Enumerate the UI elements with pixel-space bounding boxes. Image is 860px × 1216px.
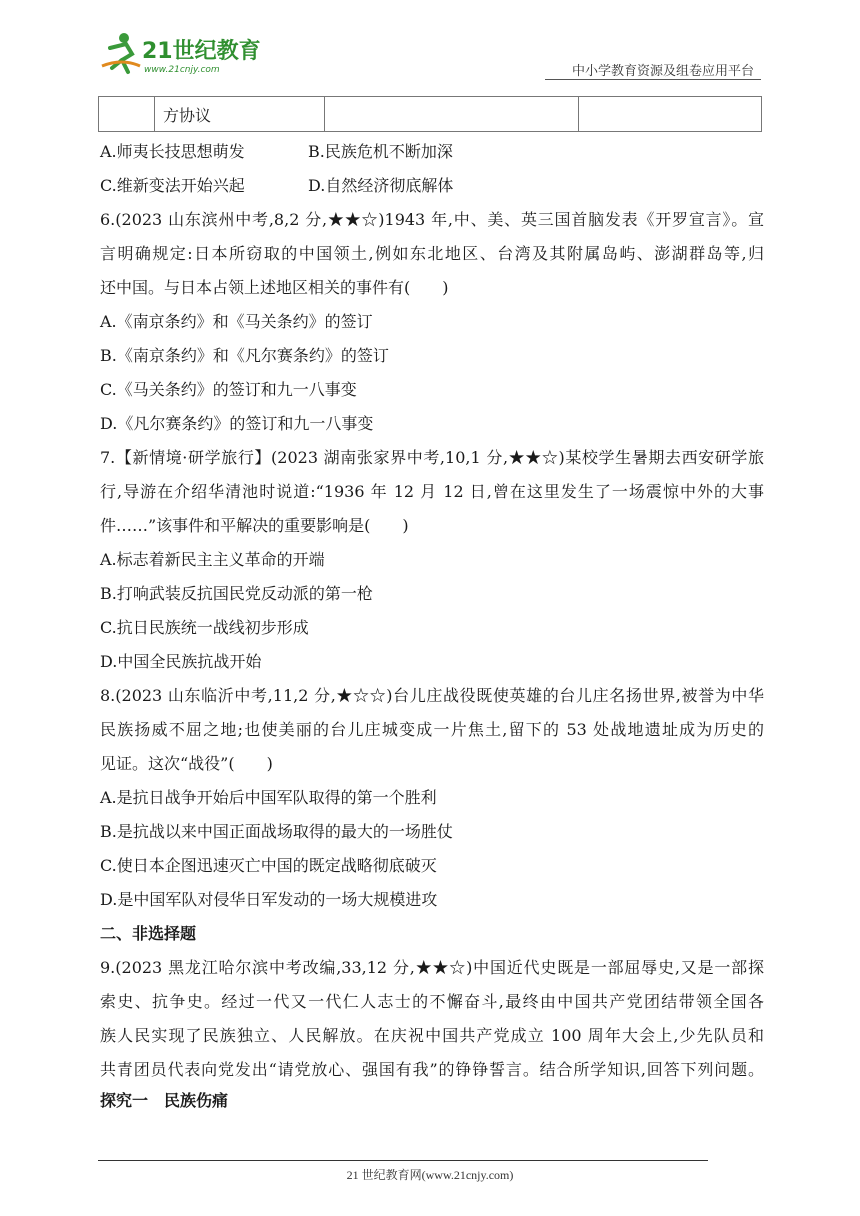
q9-stem-line: 索史、抗争史。经过一代又一代仁人志士的不懈奋斗,最终由中国共产党团结带领全国各 [100, 992, 764, 1011]
q6-option-d: D.《凡尔赛条约》的签订和九一八事变 [100, 414, 374, 433]
q6-option-c: C.《马关条约》的签订和九一八事变 [100, 380, 357, 399]
q8-stem-line: 见证。这次“战役”( ) [100, 754, 273, 773]
q8-option-c: C.使日本企图迅速灭亡中国的既定战略彻底破灭 [100, 856, 437, 875]
footer-divider [98, 1160, 708, 1161]
q9-stem-line: 共青团员代表向党发出“请党放心、强国有我”的铮铮誓言。结合所学知识,回答下列问题。 [100, 1060, 764, 1079]
q7-option-c: C.抗日民族统一战线初步形成 [100, 618, 309, 637]
platform-name: 中小学教育资源及组卷应用平台 [571, 64, 754, 79]
q7-stem-line: 件……”该事件和平解决的重要影响是( ) [100, 516, 409, 535]
section-heading: 二、非选择题 [100, 924, 197, 943]
q5-options-row-1 [100, 135, 764, 169]
q8-stem-line: 民族扬威不屈之地;也使美丽的台儿庄城变成一片焦土,留下的 53 处战地遗址成为历史的 [100, 720, 764, 739]
header-divider [545, 79, 761, 80]
runner-icon [102, 33, 140, 72]
q5-option-b: B.民族危机不断加深 [308, 142, 453, 161]
q5-option-c: C.维新变法开始兴起 [100, 176, 245, 195]
q5-option-d: D.自然经济彻底解体 [308, 176, 454, 195]
question-content [100, 135, 764, 1087]
q6-option-b: B.《南京条约》和《凡尔赛条约》的签订 [100, 346, 389, 365]
q7-stem-line: 行,导游在介绍华清池时说道:“1936 年 12 月 12 日,曾在这里发生了一场震惊中外的大事 [100, 482, 764, 501]
svg-text:21世纪教育: 21世纪教育 [142, 39, 261, 64]
table-cell-empty [325, 97, 579, 131]
q7-stem-line: 7.【新情境·研学旅行】(2023 湖南张家界中考,10,1 分,★★☆)某校学生暑期去西安研学旅 [100, 448, 764, 467]
q7-option-b: B.打响武装反抗国民党反动派的第一枪 [100, 584, 373, 603]
page-footer: 21 世纪教育网(www.21cnjy.com) [346, 1168, 514, 1182]
table-cell: 方协议 [155, 97, 325, 131]
q6-stem-line: 言明确规定:日本所窃取的中国领土,例如东北地区、台湾及其附属岛屿、澎湖群岛等,归 [100, 244, 764, 263]
q8-option-b: B.是抗战以来中国正面战场取得的最大的一场胜仗 [100, 822, 453, 841]
q8-option-d: D.是中国军队对侵华日军发动的一场大规模进攻 [100, 890, 438, 909]
page-header [0, 0, 860, 80]
table-cell-empty [579, 97, 761, 131]
table-cell-empty [99, 97, 155, 131]
logo [92, 30, 272, 78]
q8-stem-line: 8.(2023 山东临沂中考,11,2 分,★☆☆)台儿庄战役既使英雄的台儿庄名扬世界,被誉为中华 [100, 686, 764, 705]
q5-option-a: A.师夷长技思想萌发 [100, 142, 245, 161]
q7-option-a: A.标志着新民主主义革命的开端 [100, 550, 325, 569]
q9-stem-line: 族人民实现了民族独立、人民解放。在庆祝中国共产党成立 100 周年大会上,少先队员和 [100, 1026, 764, 1045]
q6-option-a: A.《南京条约》和《马关条约》的签订 [100, 312, 373, 331]
q7-option-d: D.中国全民族抗战开始 [100, 652, 262, 671]
q9-stem-line: 9.(2023 黑龙江哈尔滨中考改编,33,12 分,★★☆)中国近代史既是一部屈辱史,又是一部探 [100, 958, 764, 977]
table-row [98, 96, 762, 132]
q8-option-a: A.是抗日战争开始后中国军队取得的第一个胜利 [100, 788, 437, 807]
q6-stem-line: 6.(2023 山东滨州中考,8,2 分,★★☆)1943 年,中、美、英三国首脑发表《开罗宣言》。宣 [100, 210, 764, 229]
q6-stem-line: 还中国。与日本占领上述地区相关的事件有( ) [100, 278, 449, 297]
explore-heading: 探究一 民族伤痛 [100, 1091, 229, 1110]
q5-options-row-2 [100, 169, 764, 203]
svg-text:www.21cnjy.com: www.21cnjy.com [144, 65, 220, 75]
